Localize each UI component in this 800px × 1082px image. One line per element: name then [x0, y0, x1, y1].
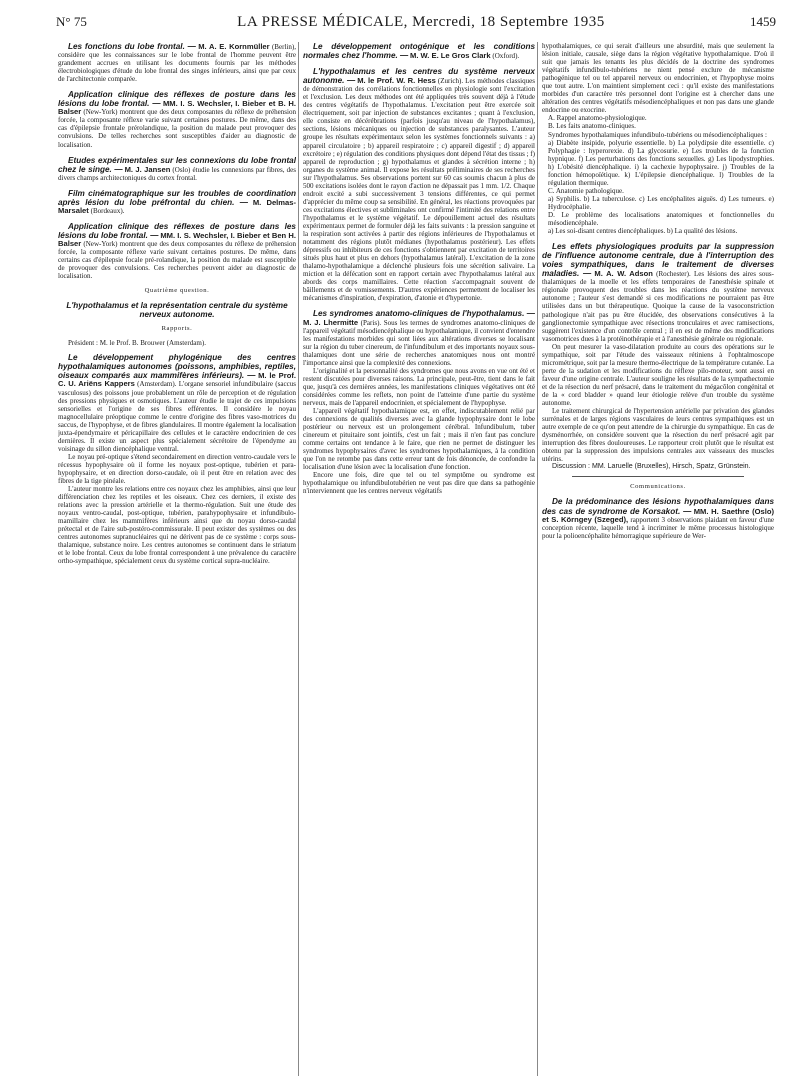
article-title: Le développement ontogénique et les conditions normales chez l'homme. —	[303, 42, 535, 61]
article-title: Les syndromes anatomo-cliniques de l'hypothalamus. —	[313, 309, 535, 319]
list-item: a) Syphilis. b) La tuberculose. c) Les encéphalites aiguës. d) Les tumeurs. e) Hydrocéphalie.	[548, 194, 774, 211]
article-author: M. J. Jansen	[124, 164, 171, 174]
journal-title: LA PRESSE MÉDICALE, Mercredi, 18 Septembre 1935	[237, 14, 605, 30]
article-paragraph	[542, 242, 774, 343]
article-text: rapportent 3 observations plaidant en faveur d'une conception récente, laquelle tend à incriminer le même processus histologique pour la polioencéphalite hémorragique supérieure de Wer-	[542, 515, 774, 540]
article-author: MM. I. S. Wechsler, I. Bieber et Ben H. Balser	[58, 230, 296, 248]
article-text: Le traitement chirurgical de l'hypertension artérielle par privation des glandes surrénales et de larges régions vasculaires de leurs centres sympathiques est un autre exemple de ce qu'on peut attendre de la chirurgie du sympathique. En cas de dysménorrhée, on considère souvent que la résection du nerf présacré agit par interruption des fibres douloureuses. Le rapporteur croit plutôt que le résultat est obtenu par la suppression des impulsions centrales aux vaisseaux des muscles utérins.	[542, 407, 774, 464]
question-title: L'hypothalamus et la représentation centrale du système nerveux autonome.	[66, 301, 288, 320]
article-text: (New-York) montrent que des deux composantes du réflexe de préhension forcée, la composante réflexe varie suivant certaines postures. De même, dans des cas d'épilepsie frontale prérolandique, la position du malade peut provoquer des convulsions. De telles recherches sont susceptibles d'aider au diagnostic de localisation.	[58, 108, 296, 149]
article-title: L'hypothalamus et les centres du système nerveux autonome. —	[303, 67, 535, 86]
page-header	[56, 14, 776, 34]
article-columns	[58, 42, 776, 1076]
issue-number: N° 75	[56, 14, 87, 29]
article-text: L'originalité et la personnalité des syndromes que nous avons en vue ont été et restent discutées pour diverses raisons. La principale, peut-être, tient dans le fait que, jusqu'à ces dernières années, les manifestations cliniques végétatives ont été considérées comme les reflets, non point de l'atteinte d'une partie du système nerveux, mais de l'appareil endocrinien, et spécialement de l'hypophyse.	[303, 366, 535, 407]
article-text: On peut mesurer la vaso-dilatation produite au cours des opérations sur le sympathique, soit par l'étude des vaisseaux rétiniens à l'ophtalmoscope micrométrique, soit par la mesure thermo-électrique de la température cutanée. La perte de la sudation et les modifications du réflexe pilo-moteur, sont aussi en faveur d'une origine centrale. L'auteur souligne les résultats de la sympathectomie et de la résection du nerf présacré, dans le traitement du mégacôlon congénital et de la « cord bladder » quand leur étiologie relève d'un trouble du système autonome.	[542, 342, 774, 408]
article-title: De la prédominance des lésions hypothalamiques dans des cas de syndrome de Korsakot. —	[542, 497, 774, 516]
subsection-heading: Rapports.	[161, 325, 193, 333]
article-title: Application clinique des réflexes de posture dans les lésions du lobe frontal. —	[58, 90, 296, 109]
article-paragraph	[58, 189, 296, 215]
article-text: (Berlin), considère que les connaissances sur le lobe frontal de l'homme peuvent être grandement accrues en utilisant les documents fournis par les méthodes électrobiologiques d'étude du lobe frontal des singes inférieurs, ainsi que par ceux de l'architectonie comparée.	[58, 43, 296, 84]
column-1	[58, 42, 296, 1076]
article-title: Film cinématographique sur les troubles de coordination après lésion du lobe préfrontal du chien. —	[58, 188, 296, 207]
article-author: M. W. E. Le Gros Clark	[410, 51, 491, 61]
article-author: M. le Prof. W. R. Hess	[357, 76, 436, 86]
article-paragraph	[542, 497, 774, 539]
article-text: hypothalamiques, ce qui serait d'ailleurs une absurdité, mais que seulement la lésion initiale, causale, siège dans la région végétative hypothalamique. D'où il suit que jamais les tenants les plus décidés de la doctrine des syndromes végétatifs infundibulo-tubériens ne nient pensé exclure de mécanisme pathogénique tel ou tel appareil nerveux ou endocrinien, et l'hypophyse moins que tout autre. L'on maintient simplement ceci : qu'il existe des manifestations morbides d'un caractère très personnel dont l'origine est à chercher dans une altération des centres végétatifs mésodiencéphaliques et non pas dans une glande endocrine ou exocrine.	[542, 42, 774, 115]
list-item: D. Le problème des localisations anatomiques et fonctionnelles du mésodiencéphale.	[548, 210, 774, 228]
article-text: (Oslo) étudie les connexions par fibres, des divers champs architectoniques du cortex frontal.	[58, 165, 296, 182]
article-author: M. A. E. Kornmüller	[198, 42, 270, 51]
article-title: Les fonctions du lobe frontal. —	[68, 42, 196, 51]
article-text: (Zurich). Les méthodes classiques de démonstration des corrélations fonctionnelles en physiologie sont l'excitation et l'exclusion. Les deux méthodes ont été appliquées très souvent déjà à l'étude des centres végétatifs de l'hypothalamus. L'excitation peut être exercée soit électriquement, soit par injection de substances excitantes ; quant à l'exclusion, elle consiste en décérébrations (parfois jusqu'au niveau de l'hypothalamus), sections, lésions mécaniques ou injection de substances paralysantes. L'auteur groupe les résultats expérimentaux selon les systèmes fonctionnels suivants : a) appareil circulatoire ; b) appareil respiratoire ; c) appareil digestif ; d) appareil excrétoire ; e) régulation des conditions physiques dont dépend l'état des tissus ; f) appareil de reproduction ; g) hypothalamus et glandes à sécrétion interne ; h) organes du système animal. Il expose les résultats préliminaires de ses recherches sur l'hypothalamus. Ses observations portent sur 60 cas soumis chacun à plus de 500 excitations isolées dont le rayon d'action ne dépassait pas 1 mm. 1/2. Chaque endroit excité a subi successivement 3 tensions différentes, ce qui permet d'apprécier du même coup sa sensibilité. En général, les réactions provoquées par ces excitations électives et subliminales ont confirmé l'intimité des relations entre l'hypothalamus et le système végétatif. Le dépouillement actuel des résultats expérimentaux permet de formuler déjà les faits suivants : la pression sanguine et la respiration sont activées à partir des régions inférieures de l'hypothalamus et notamment des régions plutôt médianes (hypothalamus postérieur). Les effets dépressifs ou inhibiteurs de ces fonctions s'obtiennent par excitation de territoires situés plus haut et plus en dehors (hypothalamus latéral). L'excitation de la zone thalamo-hypothalamique a déclenché plusieurs fois une sécrétion salivaire. La miction et la défécation sont en rapport certain avec l'hypothalamus latéral aux abords des corps mamillaires. Cette réaction s'accompagnait souvent de bâillements et de vomissements. D'autres expériences permettent de localiser les mécanismes d'inspiration, d'expiration, d'atonie et d'hypertonie.	[303, 77, 535, 303]
discussion-line: Discussion : MM. Laruelle (Bruxelles), Hirsch, Spatz, Grünstein.	[552, 463, 751, 471]
article-text: L'appareil végétatif hypothalamique est, en effet, indiscutablement relié par des connexions de qualités diverses avec la glande hypophysaire dont le lobe postérieur ou nerveux est un prolongement cérébral. Infundibulum, tuber cinereum et pituitaire sont jointifs, c'est un fait ; mais il n'en faut pas conclure comme certains ont tendance à le faire, que rien ne permet de distinguer les syndromes hypophysaires d'avec les syndromes hypothalamiques, à la condition que l'on ne retombe pas dans cette erreur tant de fois dénoncée, de confondre la localisation d'une lésion avec la localisation d'une fonction.	[303, 407, 535, 472]
column-2	[298, 42, 535, 1076]
article-paragraph	[303, 42, 535, 60]
article-paragraph	[58, 222, 296, 280]
article-author: MM. I. S. Wechsler, I. Bieber et B. H. Balser	[58, 99, 296, 117]
list-item: C. Anatomie pathologique.	[548, 186, 624, 195]
article-title: Le développement phylogénique des centres hypothalamiques autonomes (poissons, amphibies, reptiles, oiseaux comparés aux mammifères inférieurs). —	[58, 353, 296, 381]
article-author: MM. H. Saethre (Oslo) et S. Körngey (Szeged),	[542, 506, 774, 524]
list-item: B. Les faits anatomo-cliniques.	[548, 122, 636, 131]
list-item: a) Les soi-disant centres diencéphaliques. b) La qualité des lésions.	[548, 227, 738, 236]
article-text: (New-York) montrent que des deux composantes du réflexe de préhension forcée, la composante réflexe varie suivant certaines postures. De même, dans certains cas d'épilepsie focale pré-rolandique, la position du malade est susceptible de provoquer des convulsions. Ces recherches peuvent aider au diagnostic de localisation.	[58, 239, 296, 281]
article-text: (Oxford).	[492, 52, 520, 61]
article-text: (Bordeaux).	[90, 206, 125, 215]
article-title: Les effets physiologiques produits par la suppression de l'influence autonome centrale, due à l'interruption des voies sympathiques, dans le traitement de diverses maladies. —	[542, 242, 774, 279]
list-item: a) Diabète insipide, polyurie essentielle. b) La polydipsie dite essentielle. c) Polyphagie : hyperorexie. d) La glycosurie. e) Les troubles de la fonction hypnique. f) Les perturbations des fonctions sexuelles. g) Les lipodystrophies. h) L'obésité diencéphalique. i) la cachexie hypophysaire. j) Troubles de la fonction hémopoïétique. k) L'épilepsie diencéphalique. l) Troubles de la régulation thermique.	[548, 138, 774, 187]
article-paragraph	[58, 353, 296, 453]
article-text: (Rochester). Les lésions des aires sous-thalamiques de la moelle et les effets temporaires de l'anesthésie spinale et régionale provoquent des troubles dans les réactions du système nerveux autonome ; l'auteur s'est demandé si ces modifications ne pourraient pas être utilisées dans un but thérapeutique. Quoique la cause de la vasoconstriction pathologique n'ait pas pu être élucidée, des observations consécutives à la ganglionectomie sympathique avec résections tronculaires et avec ramisections, suggèrent l'existence d'un contrôle central ; il en est de même des modifications vasomotrices dues à la protéinothérapie et à l'anesthésie générale ou régionale.	[542, 270, 774, 343]
article-text: Le noyau pré-optique s'étend secondairement en direction ventro-caudale vers le récessus hypophysaire où il forme les noyaux post-optique, tubérien et para-hypophysaire, et en direction dorso-caudale, où il peut être en relation avec des fibres de la tige pinéale.	[58, 452, 296, 486]
divider	[572, 476, 744, 477]
page-number: 1459	[750, 14, 776, 29]
article-title: Etudes expérimentales sur les connexions du lobe frontal chez le singe. —	[58, 155, 296, 174]
list-item: Syndromes hypothalamiques infundibulo-tubériens ou mésodiencéphaliques :	[548, 130, 768, 139]
article-author: M. Delmas-Marsalet	[58, 197, 296, 215]
article-paragraph	[58, 42, 296, 83]
subsection-heading: Communications.	[630, 483, 686, 491]
article-text: L'auteur montre les relations entre ces noyaux chez les amphibies, ainsi que leur différenciation chez les reptiles et les oiseaux. Chez ces derniers, il existe des relations avec la pression artérielle et la thermo-régulation. Suit une étude des noyaux ventro-caudal, post-optique, tubérien, parahypophysaire et infundibulo-mamillaire chez les mammifères inférieurs ainsi que du noyau dorso-caudal prétectal et de l'aire sub-postéro-commissurale. Il peut exister des systèmes ou des centres autonomes supranucléaires qui ne dérivent pas de ce système : corps sous-thalamique, substance noire. Les centres autonomes se continuent dans le striatum et le lobe frontal. Ceux du lobe frontal correspondent à une prévalence du caractère ortho-sympathique, spécialement ceux du système cortical supra-nucléaire.	[58, 485, 296, 566]
article-text: Encore une fois, dire que tel ou tel symptôme ou syndrome est hypothalamique ou infundibulotubérien ne veut pas dire que dans sa pathogénie n'interviennent que les centres nerveux végétatifs	[303, 471, 535, 496]
article-text: (Paris). Sous les termes de syndromes anatomo-cliniques de l'appareil végétatif mésodiencéphalique ou hypothalamique, il convient d'entendre les manifestations morbides qui sont liées aux altérations diverses se localisant sur la région du tuber cinereum, de l'infundibulum et des importants noyaux sous-thalamiques dont une série de recherches anatomiques nous ont montré l'importance ainsi que la complexité des connexions.	[303, 318, 535, 367]
article-paragraph	[58, 156, 296, 182]
article-author: M. A. W. Adson	[594, 269, 653, 279]
article-text: (Amsterdam). L'organe sensoriel infundibulaire (saccus vasculosus) des poissons joue probablement un rôle de perception et de régulation des pressions physiques et osmotiques. L'auteur étudie le trajet de ces impulsions sensorielles et l'origine de ses fibres efférentes. Il considère le noyau magnocellulaire préoptique comme le centre d'origine des fibres vaso-motrices du saccus, de l'hypophyse, et de fibres glandulaires. Il montre également la localisation juxta-épendymaire et péricapillaire des cellules et le caractère endocrinien de ces dernières. Il existe un aspect plus spécialement sécrétoire de l'épendyme au voisinage du sillon diencéphalique ventral.	[58, 380, 296, 453]
article-paragraph	[303, 67, 535, 302]
article-title: Application clinique des réflexes de posture dans les lésions du lobe frontal. —	[58, 221, 296, 240]
article-author: M. le Prof. C. U. Ariëns Kappers	[58, 371, 296, 389]
list-item: A. Rappel anatomo-physiologique.	[548, 114, 647, 123]
article-author: M. J. Lhermitte	[303, 317, 359, 327]
article-paragraph	[58, 90, 296, 148]
column-3	[537, 42, 774, 1076]
section-heading: Quatrième question.	[144, 287, 210, 295]
article-paragraph	[303, 309, 535, 366]
president-line: Président : M. le Prof. B. Brouwer (Amsterdam).	[68, 339, 206, 348]
